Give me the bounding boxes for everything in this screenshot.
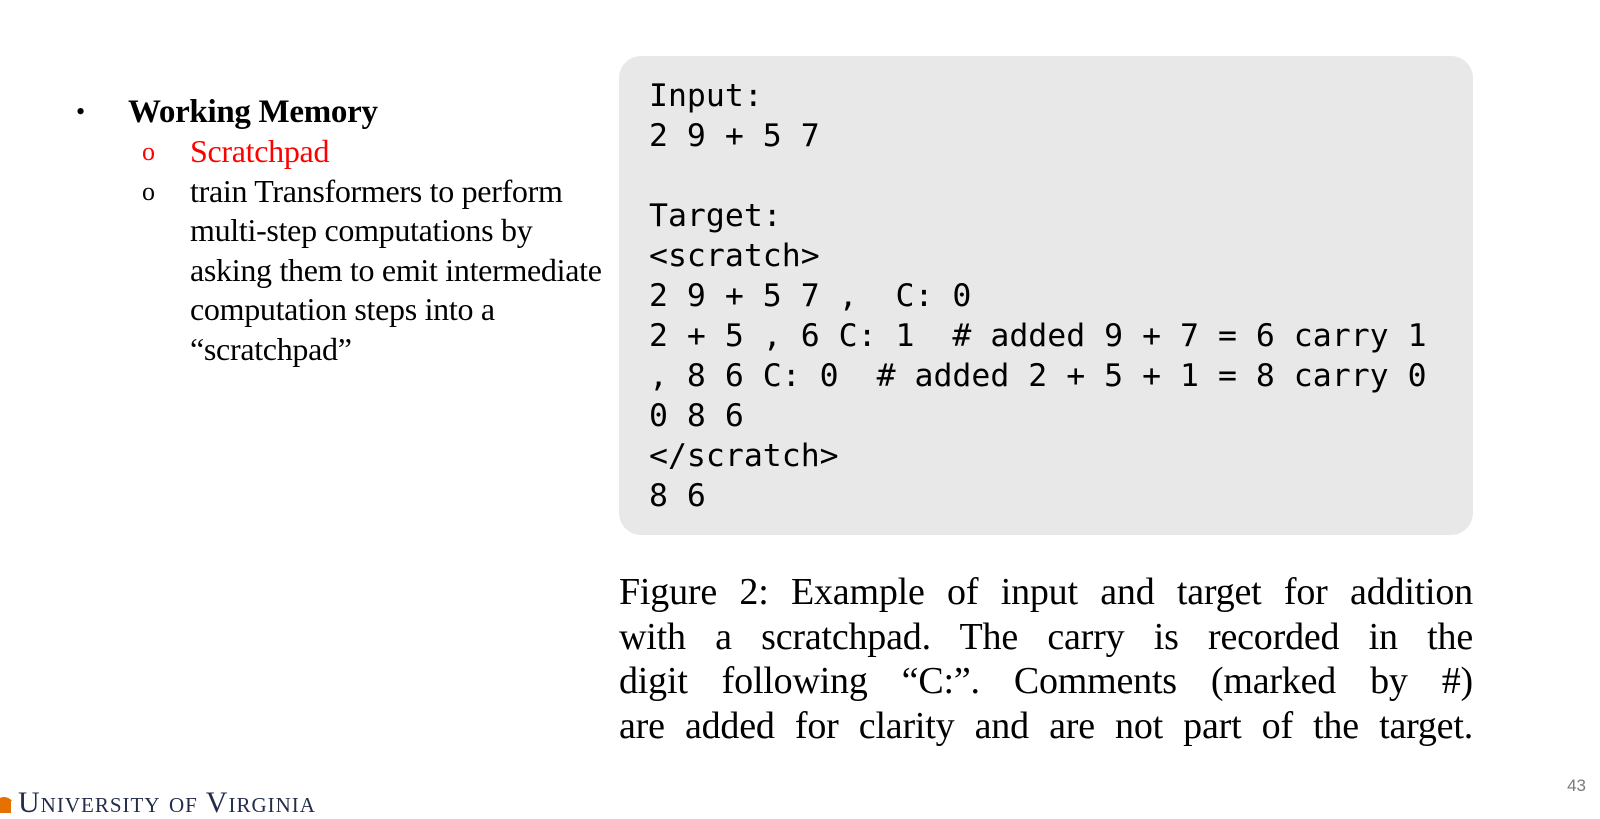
bullet-list (76, 92, 602, 369)
sub-bullet-item-scratchpad (76, 132, 576, 172)
university-logo (0, 786, 340, 819)
code-line (649, 156, 1443, 196)
code-line: Input: (649, 78, 763, 114)
code-line: </scratch> (649, 438, 839, 474)
code-line: 2 + 5 , 6 C: 1 # added 9 + 7 = 6 carry 1 (649, 318, 1427, 354)
page-number: 43 (1567, 776, 1586, 795)
code-example-box (619, 56, 1473, 535)
caption-line: Figure 2: Example of input and target for addition (619, 571, 1473, 613)
sub-bullet-list (76, 132, 602, 369)
code-line: 2 9 + 5 7 , C: 0 (649, 278, 972, 314)
caption-line: with a scratchpad. The carry is recorded in the (619, 615, 1473, 658)
bullet-item-working-memory (76, 92, 576, 132)
rotunda-emblem-icon (0, 787, 14, 817)
circle-bullet-icon: o (142, 137, 155, 166)
code-line: 2 9 + 5 7 (649, 118, 820, 154)
bullet-heading: Working Memory (128, 94, 378, 130)
sub-bullet-item-description (76, 172, 602, 370)
caption-line: digit following “C:”. Comments (marked by #) (619, 660, 1473, 702)
code-line: Target: (649, 198, 782, 234)
circle-bullet-icon: o (142, 176, 155, 206)
logo-text: University of Virginia (18, 786, 316, 819)
figure-caption (619, 570, 1473, 748)
code-line: , 8 6 C: 0 # added 2 + 5 + 1 = 8 carry 0 (649, 358, 1427, 394)
caption-line: are added for clarity and are not part of the target. (619, 704, 1473, 747)
code-line: 0 8 6 (649, 398, 744, 434)
sub-bullet-text: Scratchpad (190, 133, 330, 169)
code-line: 8 6 (649, 478, 706, 514)
sub-bullet-text: train Transformers to perform multi-step computations by asking them to emit intermediate computation steps into a “scratchpad” (190, 172, 602, 367)
bullet-dot-icon: • (76, 97, 85, 126)
code-line: <scratch> (649, 238, 820, 274)
